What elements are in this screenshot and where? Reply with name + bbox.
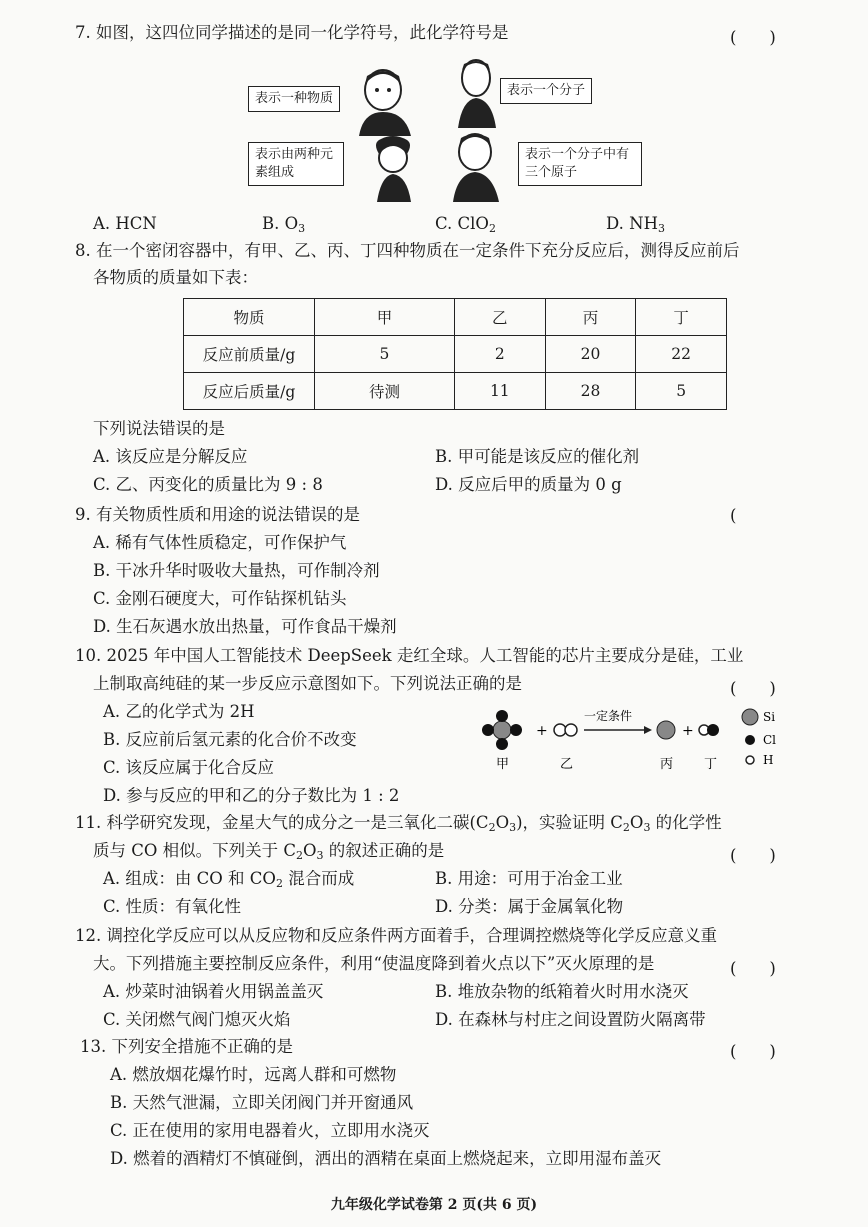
q11-option-a: A. 组成：由 CO 和 $CO_2$ 混合而成	[103, 869, 355, 890]
table-cell: 反应前质量/g	[184, 336, 315, 373]
legend-cl-icon	[745, 735, 755, 745]
reaction-diagram	[476, 704, 796, 772]
q11-option-c: C. 性质：有氧化性	[103, 897, 242, 916]
plus-sign-1: +	[536, 723, 548, 739]
q9-option-d: D. 生石灰遇水放出热量，可作食品干燥剂	[93, 617, 397, 636]
q13-stem: 13. 下列安全措施不正确的是	[80, 1037, 293, 1056]
q9-answer-paren: (	[730, 506, 737, 525]
q10-stem-line2: 上制取高纯硅的某一步反应示意图如下。下列说法正确的是	[93, 674, 522, 693]
student-boy-3-icon	[447, 130, 505, 202]
q12-answer-paren: ( )	[730, 959, 776, 978]
q8-option-d: D. 反应后甲的质量为 0 g	[435, 475, 622, 494]
q9-option-b: B. 干冰升华时吸收大量热，可作制冷剂	[93, 561, 380, 580]
legend-h-icon	[746, 756, 754, 764]
table-cell: 反应后质量/g	[184, 373, 315, 410]
table-cell: 28	[545, 373, 636, 410]
q8-stem-line2: 各物质的质量如下表：	[93, 268, 258, 287]
table-cell: 11	[454, 373, 545, 410]
legend-h: H	[763, 753, 774, 767]
table-cell: 5	[315, 336, 455, 373]
label-bing: 丙	[660, 757, 674, 772]
q10-answer-paren: ( )	[730, 679, 776, 698]
q8-prompt: 下列说法错误的是	[93, 419, 225, 438]
table-cell: 2	[454, 336, 545, 373]
table-cell: 20	[545, 336, 636, 373]
q10-option-d: D. 参与反应的甲和乙的分子数比为 1 : 2	[103, 786, 400, 805]
q13-option-d: D. 燃着的酒精灯不慎碰倒，洒出的酒精在桌面上燃烧起来，立即用湿布盖灭	[110, 1149, 662, 1168]
q12-option-a: A. 炒菜时油锅着火用锅盖盖灭	[103, 982, 324, 1001]
q9-option-a: A. 稀有气体性质稳定，可作保护气	[93, 533, 347, 552]
q12-option-b: B. 堆放杂物的纸箱着火时用水浇灭	[435, 982, 689, 1001]
q12-stem-line2: 大。下列措施主要控制反应条件，利用“使温度降到着火点以下”灭火原理的是	[93, 954, 655, 973]
q8-option-b: B. 甲可能是该反应的催化剂	[435, 447, 640, 466]
q11-stem-line2: 质与 CO 相似。下列关于 $C_2O_3$ 的叙述正确的是	[93, 841, 445, 862]
q12-option-d: D. 在森林与村庄之间设置防火隔离带	[435, 1010, 706, 1029]
q13-option-b: B. 天然气泄漏，立即关闭阀门并开窗通风	[110, 1093, 414, 1112]
q7-bubble-4: 表示一个分子中有三个原子	[518, 142, 642, 186]
label-yi: 乙	[560, 757, 574, 772]
table-header: 丁	[636, 299, 727, 336]
q10-option-b: B. 反应前后氢元素的化合价不改变	[103, 730, 357, 749]
q11-answer-paren: ( )	[730, 846, 776, 865]
q9-option-c: C. 金刚石硬度大，可作钻探机钻头	[93, 589, 347, 608]
table-header: 丙	[545, 299, 636, 336]
q7-bubble-2: 表示一个分子	[500, 78, 592, 104]
q11-option-d: D. 分类：属于金属氧化物	[435, 897, 624, 916]
q12-option-c: C. 关闭燃气阀门熄灭火焰	[103, 1010, 291, 1029]
mass-table	[183, 298, 727, 410]
q7-stem: 7. 如图，这四位同学描述的是同一化学符号，此化学符号是	[75, 23, 509, 42]
student-girl-icon	[367, 136, 423, 202]
q8-option-c: C. 乙、丙变化的质量比为 9 : 8	[93, 475, 323, 494]
q13-answer-paren: ( )	[730, 1042, 776, 1061]
molecule-yi-icon	[554, 724, 577, 736]
table-header-row	[184, 299, 727, 336]
q7-bubble-3: 表示由两种元素组成	[248, 142, 344, 186]
q7-answer-paren: ( )	[730, 28, 776, 47]
table-row	[184, 336, 727, 373]
reaction-condition: 一定条件	[584, 709, 633, 723]
label-jia: 甲	[496, 757, 510, 772]
table-header: 甲	[315, 299, 455, 336]
q7-option-d: D. $NH_3$	[606, 214, 665, 235]
molecule-jia-icon	[482, 710, 522, 750]
molecule-ding-icon	[699, 724, 719, 736]
legend-si: Si	[763, 710, 776, 724]
q7-bubble-1: 表示一种物质	[248, 86, 340, 112]
q8-stem-line1: 8. 在一个密闭容器中，有甲、乙、丙、丁四种物质在一定条件下充分反应后，测得反应前后	[75, 241, 740, 260]
table-header: 物质	[184, 299, 315, 336]
legend-cl: Cl	[763, 733, 777, 747]
table-cell: 22	[636, 336, 727, 373]
label-ding: 丁	[704, 757, 718, 772]
q9-stem: 9. 有关物质性质和用途的说法错误的是	[75, 505, 360, 524]
q11-option-b: B. 用途：可用于冶金工业	[435, 869, 623, 888]
table-row	[184, 373, 727, 410]
q12-stem-line1: 12. 调控化学反应可以从反应物和反应条件两方面着手，合理调控燃烧等化学反应意义重	[75, 926, 717, 945]
molecule-bing-icon	[657, 721, 675, 739]
q10-stem-line1: 10. 2025 年中国人工智能技术 DeepSeek 走红全球。人工智能的芯片主要成分是硅，工业	[75, 646, 744, 665]
table-cell: 待测	[315, 373, 455, 410]
q13-option-a: A. 燃放烟花爆竹时，远离人群和可燃物	[110, 1065, 397, 1084]
legend-si-icon	[742, 709, 758, 725]
q7-option-b: B. $O_3$	[262, 214, 306, 235]
student-boy-2-icon	[452, 56, 502, 128]
q13-option-c: C. 正在使用的家用电器着火，立即用水浇灭	[110, 1121, 430, 1140]
page-footer: 九年级化学试卷第 2 页(共 6 页)	[330, 1197, 538, 1213]
q10-option-c: C. 该反应属于化合反应	[103, 758, 275, 777]
q10-option-a: A. 乙的化学式为 2H	[103, 702, 255, 721]
q8-option-a: A. 该反应是分解反应	[93, 447, 248, 466]
student-boy-1-icon	[355, 64, 417, 136]
q7-option-a: A. HCN	[93, 214, 157, 233]
table-cell: 5	[636, 373, 727, 410]
plus-sign-2: +	[682, 723, 694, 739]
table-header: 乙	[454, 299, 545, 336]
q11-stem-line1: 11. 科学研究发现，金星大气的成分之一是三氧化二碳$(C_2O_3)$，实验证明 $C_2O_3$ 的化学性	[75, 813, 722, 834]
q7-option-c: C. ClO$_2$	[435, 214, 496, 235]
